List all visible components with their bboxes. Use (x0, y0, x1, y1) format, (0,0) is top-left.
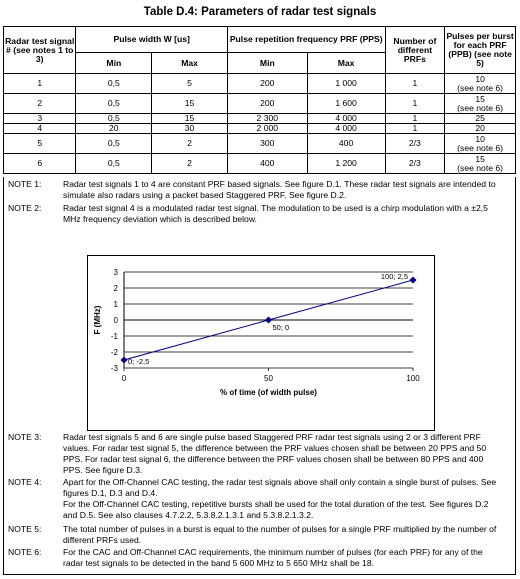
cell-signal: 4 (4, 124, 76, 134)
table-title: Table D.4: Parameters of radar test signals (143, 6, 377, 18)
x-tick-label: 50 (264, 374, 273, 383)
y-tick-label: 0 (113, 316, 118, 325)
note-label: NOTE 2: (8, 203, 42, 213)
ppb-note: (see note 6) (457, 82, 504, 93)
y-tick-label: 1 (113, 300, 118, 309)
cell-prf-max: 1 000 (307, 74, 385, 94)
header-num-prfs: Number of different PRFs (385, 27, 445, 74)
cell-w-min: 0,5 (76, 114, 152, 124)
cell-w-max: 15 (152, 114, 228, 124)
cell-ppb: 20 (445, 124, 516, 134)
cell-num-prfs: 1 (385, 124, 445, 134)
cell-signal: 3 (4, 114, 76, 124)
cell-w-max: 15 (152, 94, 228, 114)
cell-num-prfs: 1 (385, 94, 445, 114)
cell-prf-min: 2 000 (227, 124, 307, 134)
cell-num-prfs: 1 (385, 114, 445, 124)
table-row (4, 124, 516, 134)
header-ppb: Pulses per burst for each PRF (PPB) (see note 5) (445, 27, 516, 74)
cell-w-min: 0,5 (76, 94, 152, 114)
ppb-note: (see note 6) (457, 142, 504, 153)
table-row (4, 134, 516, 154)
y-axis-label: F (MHz) (93, 305, 102, 335)
ppb-value: 10 (475, 133, 485, 144)
cell-ppb (445, 134, 516, 154)
cell-w-min: 0,5 (76, 74, 152, 94)
cell-prf-max: 4 000 (307, 114, 385, 124)
header-signal: Radar test signal # (see notes 1 to 3) (4, 27, 76, 74)
note-text: For the CAC and Off-Channel CAC requirements, the minimum number of pulses (for each PRF) for any of the radar test signals to be detected in the band 5 600 MHz to 5 650 MHz shall be 18. (63, 547, 483, 568)
cell-ppb: 25 (445, 114, 516, 124)
chart-svg (88, 256, 434, 430)
cell-w-min: 0,5 (76, 134, 152, 154)
cell-prf-min: 200 (227, 94, 307, 114)
x-axis-label: % of time (of width pulse) (220, 388, 317, 397)
chart-tick-labels (111, 268, 420, 383)
header-prf-min: Min (227, 53, 307, 74)
y-tick-label: -1 (110, 332, 118, 341)
data-point (409, 276, 416, 283)
header-pulse-width: Pulse width W [us] (76, 27, 228, 53)
table-row (4, 114, 516, 124)
cell-w-max: 2 (152, 134, 228, 154)
cell-prf-min: 300 (227, 134, 307, 154)
data-point (120, 356, 127, 363)
note-label: NOTE 6: (8, 547, 42, 557)
y-tick-label: -3 (110, 364, 118, 373)
cell-w-max: 2 (152, 154, 228, 174)
cell-signal: 2 (4, 94, 76, 114)
cell-signal: 6 (4, 154, 76, 174)
cell-signal: 5 (4, 134, 76, 154)
cell-w-max: 5 (152, 74, 228, 94)
ppb-note: (see note 6) (457, 162, 504, 173)
cell-prf-max: 1 200 (307, 154, 385, 174)
ppb-value: 10 (475, 73, 485, 84)
note-label: NOTE 5: (8, 524, 42, 534)
header-pw-min: Min (76, 53, 152, 74)
y-tick-label: 2 (113, 284, 118, 293)
ppb-value: 15 (475, 93, 485, 104)
note-4-paragraph-a: Apart for the Off-Channel CAC testing, the radar test signals above shall only contain a single burst of pulses. See figures D.1, D.3 and D.4. (63, 477, 497, 498)
x-tick-label: 100 (406, 374, 420, 383)
cell-prf-min: 200 (227, 74, 307, 94)
ppb-value: 15 (475, 153, 485, 164)
cell-ppb (445, 154, 516, 174)
header-pw-max: Max (152, 53, 228, 74)
table-row (4, 74, 516, 94)
cell-w-max: 30 (152, 124, 228, 134)
ppb-note: (see note 6) (457, 102, 504, 113)
chirp-modulation-chart (87, 255, 435, 431)
table-row (4, 154, 516, 174)
cell-prf-min: 400 (227, 154, 307, 174)
note-label: NOTE 1: (8, 179, 42, 189)
cell-num-prfs: 2/3 (385, 134, 445, 154)
data-label: 0; -2,5 (128, 357, 150, 366)
data-point (265, 316, 272, 323)
y-tick-label: 3 (113, 268, 118, 277)
table-row (4, 94, 516, 114)
note-text: Radar test signals 1 to 4 are constant PRF based signals. See figure D.1. These radar test signals are intended to simulate also radars using a packet based Staggered PRF. See figure D.2. (63, 179, 496, 200)
cell-prf-min: 2 300 (227, 114, 307, 124)
cell-num-prfs: 2/3 (385, 154, 445, 174)
data-label: 50; 0 (272, 323, 290, 332)
note-label: NOTE 3: (8, 432, 42, 442)
note-label: NOTE 4: (8, 477, 42, 487)
note-4-paragraph-b: For the Off-Channel CAC testing, repetitive bursts shall be used for the total duration of the test. See figures D.2 and D.5. See also clauses 4.7.2.2, 5.3.8.2.1.3.1 and 5.3.8.2.1.3.2. (63, 499, 489, 520)
note-text: The total number of pulses in a burst is equal to the number of pulses for a single PRF multiplied by the number of different PRFs used. (63, 524, 497, 545)
note-text (63, 477, 503, 521)
y-tick-label: -2 (110, 348, 118, 357)
cell-w-min: 0,5 (76, 154, 152, 174)
radar-parameters-table (3, 26, 516, 174)
cell-ppb (445, 94, 516, 114)
cell-ppb (445, 74, 516, 94)
cell-prf-max: 400 (307, 134, 385, 154)
note-text: Radar test signals 5 and 6 are single pulse based Staggered PRF radar test signals using 2 or 3 different PRF values. For radar test signal 5, the difference between the PRF values chosen shall be between 20 PPS and 50 PPS. For radar test signal 6, the difference between the PRF values chosen shall be between 80 PPS and 400 PPS. See figure D.3. (63, 432, 487, 475)
header-prf-max: Max (307, 53, 385, 74)
cell-prf-max: 1 600 (307, 94, 385, 114)
cell-w-min: 20 (76, 124, 152, 134)
note-text: Radar test signal 4 is a modulated radar test signal. The modulation to be used is a chirp modulation with a ±2,5 MHz frequency deviation which is described below. (63, 203, 488, 224)
cell-num-prfs: 1 (385, 74, 445, 94)
cell-prf-max: 4 000 (307, 124, 385, 134)
data-label: 100; 2,5 (380, 272, 408, 281)
cell-signal: 1 (4, 74, 76, 94)
x-tick-label: 0 (121, 374, 127, 383)
header-prf: Pulse repetition frequency PRF (PPS) (227, 27, 385, 53)
